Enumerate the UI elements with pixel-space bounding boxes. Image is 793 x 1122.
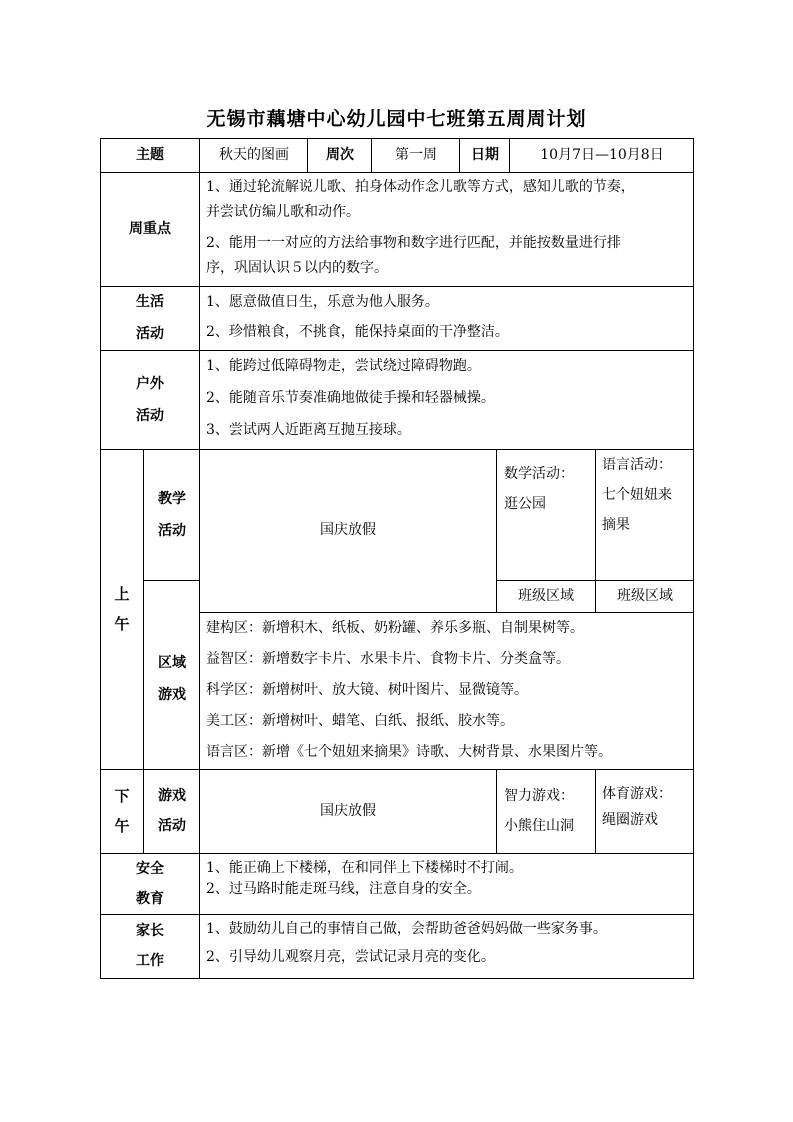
morning-label	[100, 449, 144, 769]
theme-value: 秋天的图画	[219, 146, 289, 163]
game-label-line: 游戏	[158, 788, 186, 804]
focus-content	[200, 172, 694, 286]
afternoon-label-line: 午	[114, 817, 130, 835]
safety-line: 2、过马路时能走斑马线，注意自身的安全。	[206, 881, 481, 897]
area-line: 建构区：新增积木、纸板、奶粉罐、养乐多瓶、自制果树等。	[206, 620, 584, 636]
life-label-line: 生活	[136, 294, 164, 310]
safety-content	[200, 853, 694, 914]
language-activity-line: 七个妞妞来	[602, 487, 672, 503]
language-activity-line: 语言活动：	[602, 457, 672, 473]
teaching-label-line: 活动	[158, 522, 186, 539]
area-label-line: 游戏	[158, 687, 186, 703]
safety-line: 1、能正确上下楼梯，在和同伴上下楼梯时不打闹。	[206, 860, 523, 876]
focus-line: 2、能用一一对应的方法给事物和数字进行匹配，并能按数量进行排	[206, 235, 621, 251]
parents-line: 2、引导幼儿观察月亮，尝试记录月亮的变化。	[206, 949, 495, 965]
area-line: 语言区：新增《七个妞妞来摘果》诗歌、大树背景、水果图片等。	[206, 744, 612, 760]
morning-label-line: 午	[114, 615, 130, 633]
parents-content	[200, 914, 694, 978]
outdoor-label	[100, 350, 200, 449]
week-value: 第一周	[395, 146, 437, 163]
life-label-line: 活动	[136, 326, 164, 342]
area-label-line: 区域	[158, 655, 186, 671]
outdoor-label-line: 户外	[136, 375, 164, 392]
row-divider	[144, 580, 200, 581]
outdoor-content	[200, 350, 694, 449]
sports-game-line: 绳圈游戏	[602, 812, 658, 828]
language-activity-line: 摘果	[602, 517, 630, 533]
safety-label-line: 安全	[136, 860, 164, 877]
table-border-bottom	[100, 978, 694, 979]
class-zone-1: 班级区域	[518, 587, 574, 604]
afternoon-label-line: 下	[114, 787, 130, 805]
life-line: 2、珍惜粮食，不挑食，能保持桌面的干净整洁。	[206, 324, 509, 340]
area-line: 美工区：新增树叶、蜡笔、白纸、报纸、胶水等。	[206, 713, 514, 729]
parents-label-line: 家长	[136, 923, 164, 939]
math-activity-line: 逛公园	[504, 496, 546, 512]
parents-line: 1、鼓励幼儿自己的事情自己做，会帮助爸爸妈妈做一些家务事。	[206, 921, 607, 937]
area-line: 科学区：新增树叶、放大镜、树叶图片、显微镜等。	[206, 682, 528, 698]
outdoor-line: 2、能随音乐节奏准确地做徒手操和轻器械操。	[206, 390, 495, 406]
life-line: 1、愿意做值日生，乐意为他人服务。	[206, 294, 439, 310]
language-activity	[602, 450, 694, 580]
game-holiday: 国庆放假	[320, 802, 376, 819]
focus-line: 并尝试仿编儿歌和动作。	[206, 204, 360, 220]
safety-label	[100, 853, 200, 914]
date-value: 10月7日—10月8日	[540, 146, 664, 163]
column-divider	[496, 769, 497, 853]
week-label: 周次	[326, 146, 354, 163]
sports-game-line: 体育游戏：	[602, 786, 672, 802]
theme-label: 主题	[136, 146, 164, 163]
teaching-label-line: 教学	[158, 490, 186, 507]
math-activity	[504, 459, 594, 569]
teaching-holiday: 国庆放假	[320, 522, 376, 538]
intellect-game-line: 智力游戏：	[504, 788, 574, 804]
morning-label-line: 上	[114, 585, 130, 603]
outdoor-line: 3、尝试两人近距离互抛互接球。	[206, 422, 411, 438]
life-content	[200, 286, 694, 350]
parents-label	[100, 914, 200, 978]
area-line: 益智区：新增数字卡片、水果卡片、食物卡片、分类盒等。	[206, 651, 570, 667]
intellect-game-line: 小熊住山洞	[504, 818, 574, 834]
focus-line: 序，巩固认识５以内的数字。	[206, 260, 388, 276]
sports-game	[602, 781, 694, 849]
outdoor-label-line: 活动	[136, 407, 164, 424]
life-label	[100, 286, 200, 350]
page-title: 无锡市藕塘中心幼儿园中七班第五周周计划	[206, 108, 587, 130]
focus-line: 1、通过轮流解说儿歌、拍身体动作念儿歌等方式，感知儿歌的节奏，	[206, 179, 635, 195]
weekly-plan-table	[100, 138, 694, 979]
date-label: 日期	[471, 146, 499, 163]
safety-label-line: 教育	[136, 890, 164, 907]
parents-label-line: 工作	[136, 953, 164, 969]
game-label-line: 活动	[158, 818, 186, 834]
class-zone-2: 班级区域	[617, 587, 673, 604]
area-label	[144, 634, 200, 724]
math-activity-line: 数学活动：	[504, 466, 574, 482]
outdoor-line: 1、能跨过低障碍物走，尝试绕过障碍物跑。	[206, 358, 481, 374]
afternoon-label	[100, 769, 144, 853]
game-label	[144, 769, 200, 853]
teaching-label	[144, 449, 200, 580]
intellect-game	[504, 781, 596, 849]
area-content	[200, 612, 694, 769]
focus-label: 周重点	[129, 220, 171, 237]
